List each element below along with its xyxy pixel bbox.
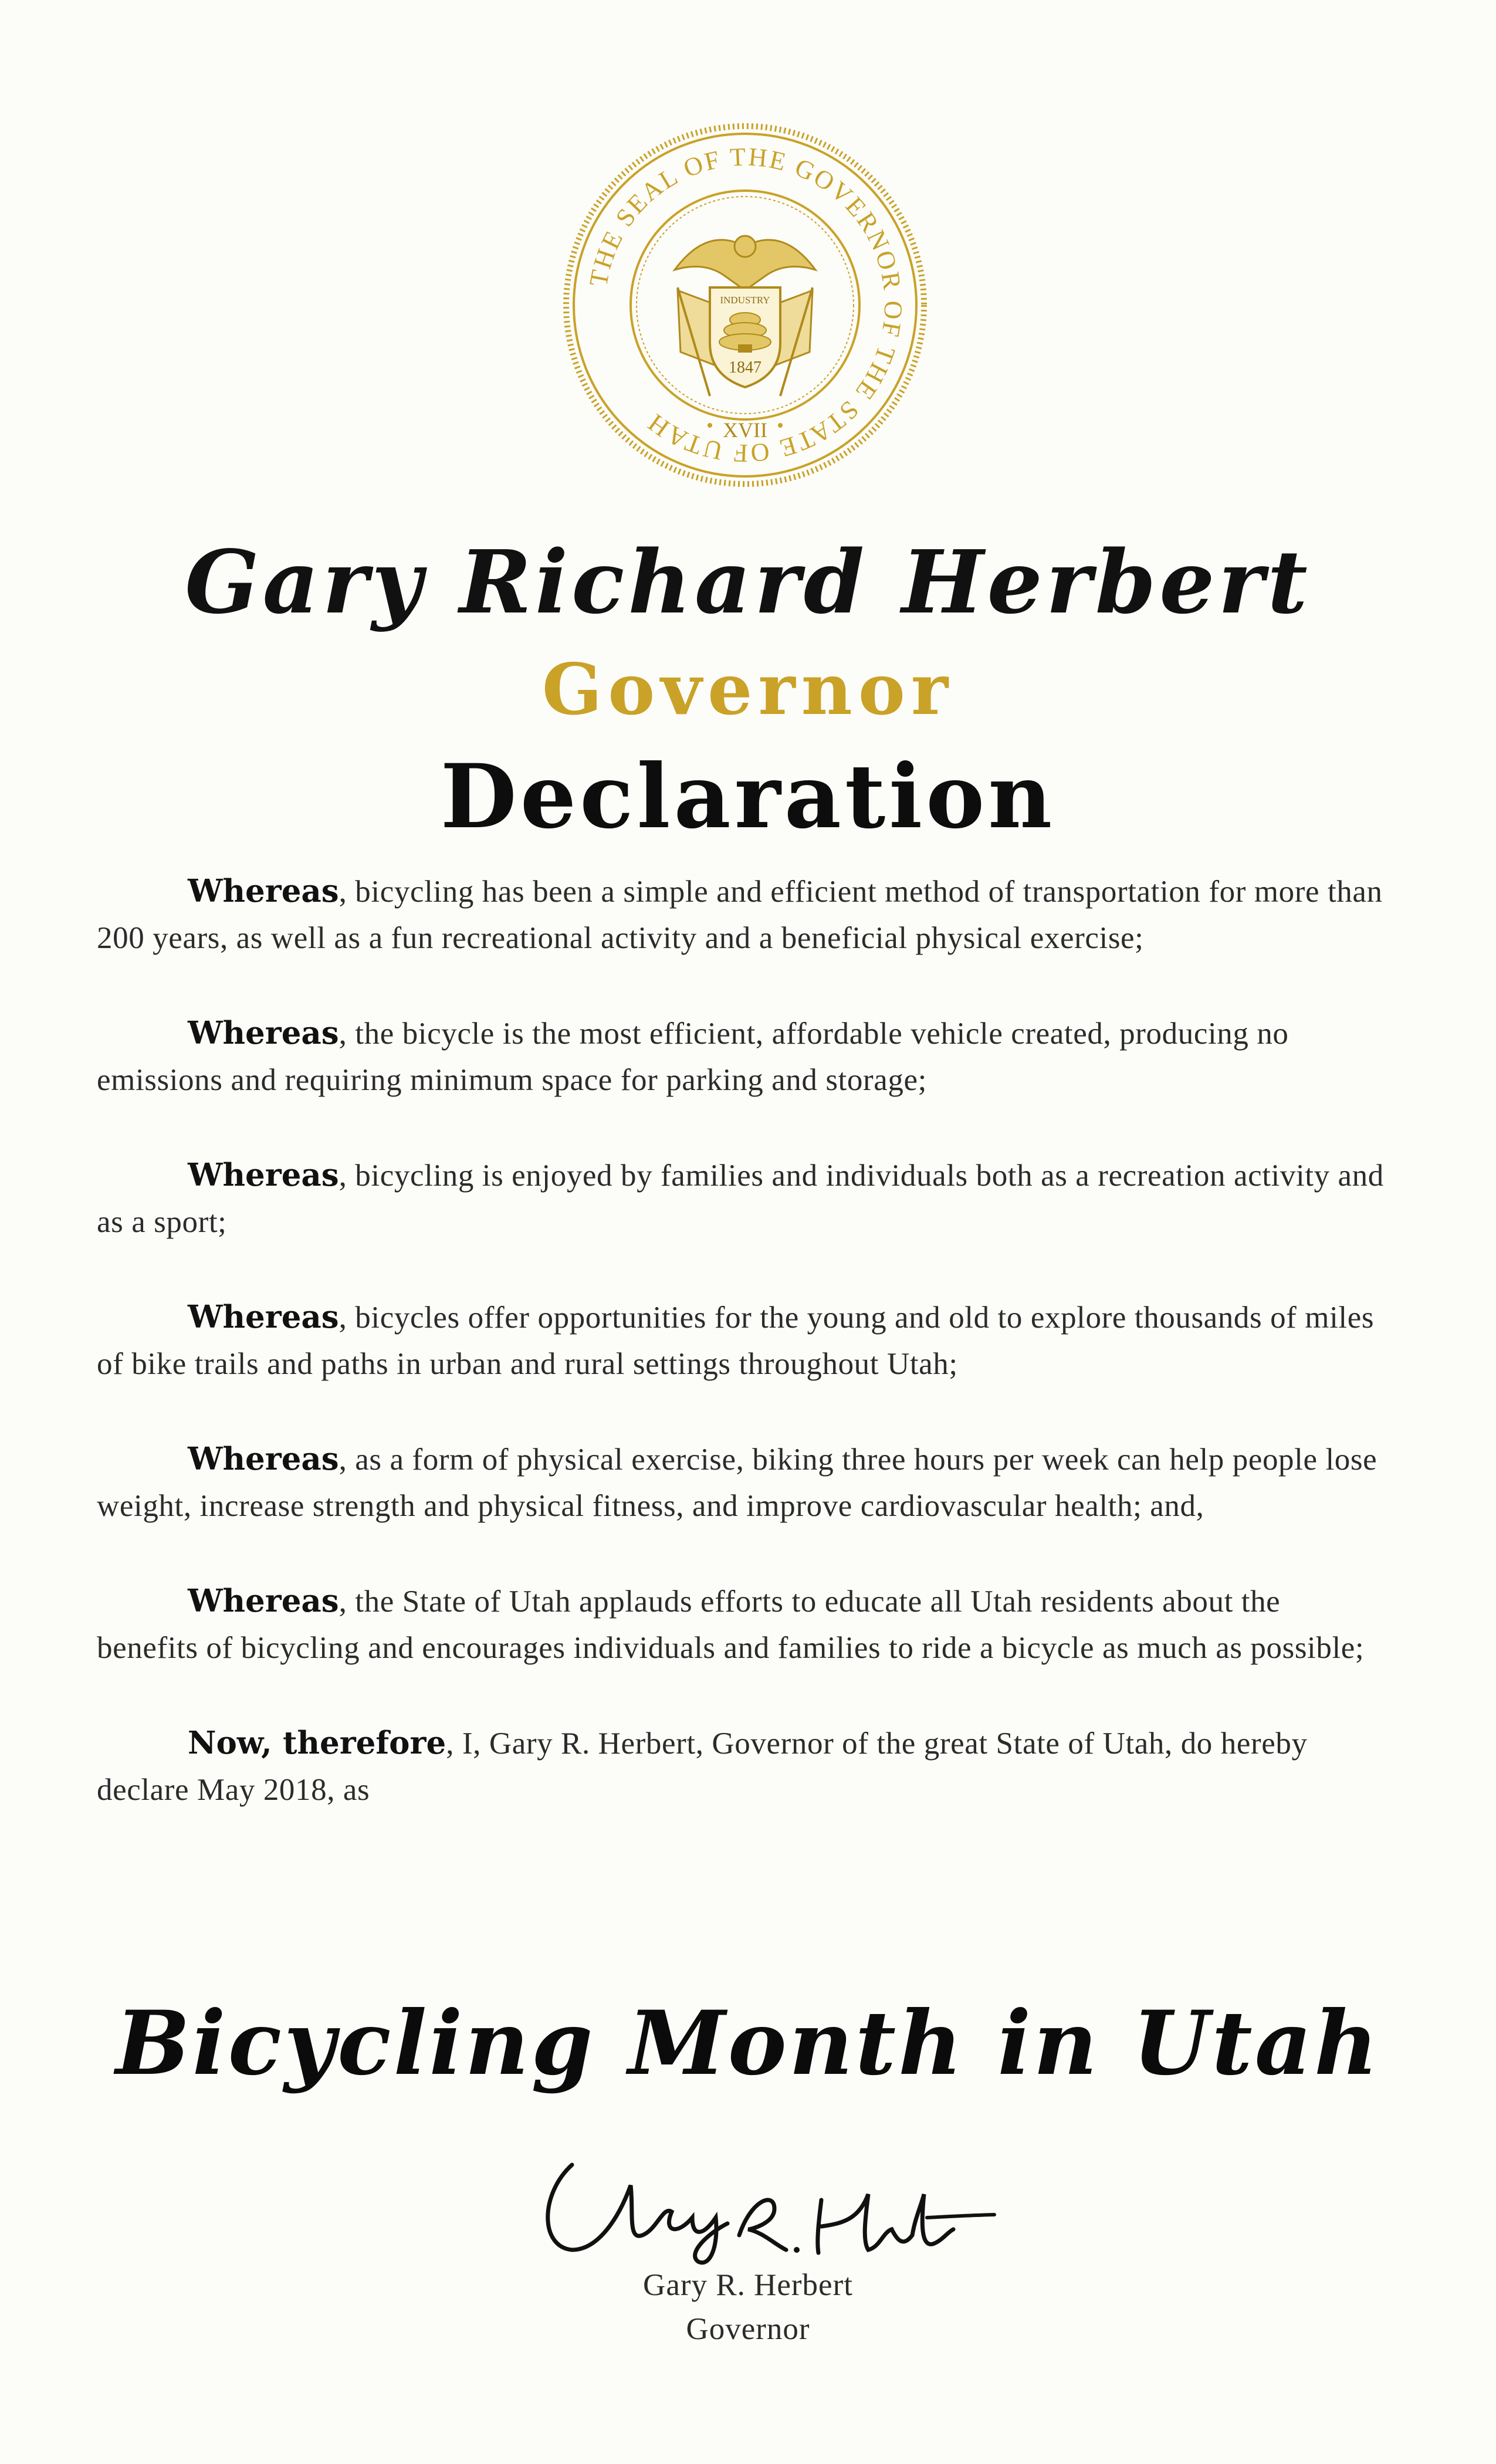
whereas-paragraph — [97, 1436, 1387, 1529]
document-title: Declaration — [440, 745, 1056, 848]
paragraph-text: , as a form of physical exercise, biking three hours per week can help people lose weight, increase strength and physical fitness, and improve cardiovascular health; and, — [97, 1443, 1377, 1523]
whereas-paragraph — [97, 868, 1387, 962]
proclamation-title: Bicycling Month in Utah — [115, 1992, 1381, 2095]
declaration-body — [97, 868, 1387, 1862]
whereas-paragraph — [97, 1294, 1387, 1387]
now-therefore-paragraph — [97, 1720, 1387, 1813]
paragraph-text: , the bicycle is the most efficient, affordable vehicle created, producing no emissions and requiring minimum space for parking and storage; — [97, 1017, 1289, 1097]
whereas-paragraph — [97, 1010, 1387, 1104]
paragraph-text: , the State of Utah applauds efforts to educate all Utah residents about the benefits of bicycling and encourages individuals and families to ride a bicycle as much as possible; — [97, 1585, 1365, 1665]
paragraph-lead: Whereas — [188, 1015, 339, 1051]
paragraph-lead: Whereas — [188, 1157, 339, 1193]
governor-title: Governor — [541, 648, 955, 731]
governor-name: Gary Richard Herbert — [185, 531, 1311, 633]
paragraph-lead: Whereas — [188, 1299, 339, 1335]
paragraph-lead: Whereas — [188, 873, 339, 909]
seal-ring-text: THE SEAL OF THE GOVERNOR OF THE STATE OF UTAH — [584, 142, 908, 468]
handwritten-signature — [516, 2130, 997, 2270]
paragraph-text: , bicycles offer opportunities for the young and old to explore thousands of miles of bike trails and paths in urban and rural settings throughout Utah; — [97, 1301, 1375, 1381]
paragraph-text: , bicycling has been a simple and efficient method of transportation for more than 200 years, as well as a fun recreational activity and a beneficial physical exercise; — [97, 875, 1383, 955]
paragraph-lead: Now, therefore — [188, 1725, 446, 1761]
seal-motto: INDUSTRY — [720, 295, 770, 306]
paragraph-text: , bicycling is enjoyed by families and individuals both as a recreation activity and as a sport; — [97, 1159, 1384, 1239]
seal-number: XVII — [723, 418, 767, 442]
paragraph-lead: Whereas — [188, 1583, 339, 1619]
paragraph-text: , I, Gary R. Herbert, Governor of the great State of Utah, do hereby declare May 2018, as — [97, 1727, 1308, 1807]
signer-name: Gary R. Herbert — [643, 2268, 853, 2302]
paragraph-lead: Whereas — [188, 1441, 339, 1477]
seal-year: 1847 — [729, 358, 761, 377]
signer-title: Governor — [686, 2312, 810, 2346]
whereas-paragraph — [97, 1578, 1387, 1671]
whereas-paragraph — [97, 1152, 1387, 1245]
governor-seal-icon — [560, 120, 930, 490]
